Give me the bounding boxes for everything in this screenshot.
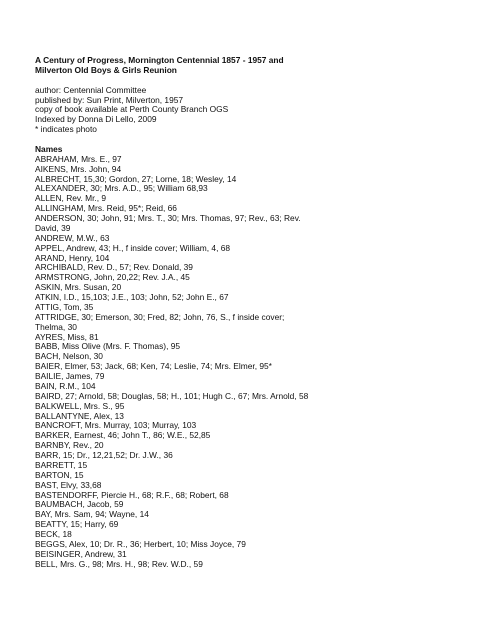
index-entry: ALEXANDER, 30; Mrs. A.D., 95; William 68,93 <box>35 183 208 194</box>
document-title <box>35 56 335 76</box>
index-entry: AIKENS, Mrs. John, 94 <box>35 163 122 174</box>
index-entry: ATKIN, I.D., 15,103; J.E., 103; John, 52; John E., 67 <box>35 292 229 303</box>
index-entry: ARAND, Henry, 104 <box>35 252 110 263</box>
index-entry: Thelma, 30 <box>35 321 77 332</box>
index-entry: ATTIG, Tom, 35 <box>35 301 94 312</box>
index-entry: ARMSTRONG, John, 20,22; Rev. J.A., 45 <box>35 272 190 283</box>
index-entry: BAILIE, James, 79 <box>35 371 105 382</box>
names-heading: Names <box>35 143 63 154</box>
metadata-line: copy of book available at Perth County Branch OGS <box>35 104 229 115</box>
index-entry: ALBRECHT, 15,30; Gordon, 27; Lorne, 18; Wesley, 14 <box>35 173 237 184</box>
document-content <box>35 56 335 570</box>
index-entry: ALLEN, Rev. Mr., 9 <box>35 193 107 204</box>
index-entry: BABB, Miss Olive (Mrs. F. Thomas), 95 <box>35 341 181 352</box>
index-entry: ALLINGHAM, Mrs. Reid, 95*; Reid, 66 <box>35 203 177 214</box>
index-entry: ASKIN, Mrs. Susan, 20 <box>35 282 122 293</box>
index-entry: BARTON, 15 <box>35 469 84 480</box>
index-entry: ARCHIBALD, Rev. D., 57; Rev. Donald, 39 <box>35 262 193 273</box>
metadata-line: * indicates photo <box>35 124 97 135</box>
index-entry: ATTRIDGE, 30; Emerson, 30; Fred, 82; John, 76, S., f inside cover; <box>35 311 285 322</box>
index-entry: BAST, Elvy, 33,68 <box>35 479 102 490</box>
metadata-line: published by: Sun Print, Milverton, 1957 <box>35 94 184 105</box>
index-entry: BARRETT, 15 <box>35 459 88 470</box>
names-index-list <box>35 155 335 570</box>
index-entry: BALKWELL, Mrs. S., 95 <box>35 400 125 411</box>
index-entry: BAIN, R.M., 104 <box>35 380 96 391</box>
index-entry: BEATTY, 15; Harry, 69 <box>35 519 119 530</box>
index-entry: BARR, 15; Dr., 12,21,52; Dr. J.W., 36 <box>35 450 173 461</box>
index-entry: ANDERSON, 30; John, 91; Mrs. T., 30; Mrs. Thomas, 97; Rev., 63; Rev. <box>35 213 301 224</box>
metadata-line: Indexed by Donna Di Lello, 2009 <box>35 114 157 125</box>
document-metadata <box>35 86 335 135</box>
index-entry: ABRAHAM, Mrs. E., 97 <box>35 153 122 164</box>
index-entry: BELL, Mrs. G., 98; Mrs. H., 98; Rev. W.D., 59 <box>35 558 203 569</box>
index-entry: BALLANTYNE, Alex, 13 <box>35 410 124 421</box>
index-entry: BARKER, Earnest, 46; John T., 86; W.E., 52,85 <box>35 430 211 441</box>
index-entry: BARNBY, Rev., 20 <box>35 440 104 451</box>
index-entry: BACH, Nelson, 30 <box>35 351 103 362</box>
index-entry: BECK, 18 <box>35 529 72 540</box>
index-entry: BAIRD, 27; Arnold, 58; Douglas, 58; H., 101; Hugh C., 67; Mrs. Arnold, 58 <box>35 390 309 401</box>
metadata-line: author: Centennial Committee <box>35 84 147 95</box>
index-entry: APPEL, Andrew, 43; H., f inside cover; William, 4, 68 <box>35 242 231 253</box>
index-entry: ANDREW, M.W., 63 <box>35 232 110 243</box>
index-entry: BAY, Mrs. Sam, 94; Wayne, 14 <box>35 509 149 520</box>
index-entry: BASTENDORFF, Piercie H., 68; R.F., 68; Robert, 68 <box>35 489 229 500</box>
title-line: Milverton Old Boys & Girls Reunion <box>35 64 177 75</box>
index-entry: BAIER, Elmer, 53; Jack, 68; Ken, 74; Leslie, 74; Mrs. Elmer, 95* <box>35 361 272 372</box>
index-entry: AYRES, Miss, 81 <box>35 331 99 342</box>
index-entry: BAUMBACH, Jacob, 59 <box>35 499 124 510</box>
title-line: A Century of Progress, Mornington Centennial 1857 - 1957 and <box>35 55 284 65</box>
index-entry: BEGGS, Alex, 10; Dr. R., 36; Herbert, 10; Miss Joyce, 79 <box>35 538 246 549</box>
index-entry: BANCROFT, Mrs. Murray, 103; Murray, 103 <box>35 420 197 431</box>
index-entry: BEISINGER, Andrew, 31 <box>35 548 127 559</box>
index-entry: David, 39 <box>35 222 71 233</box>
